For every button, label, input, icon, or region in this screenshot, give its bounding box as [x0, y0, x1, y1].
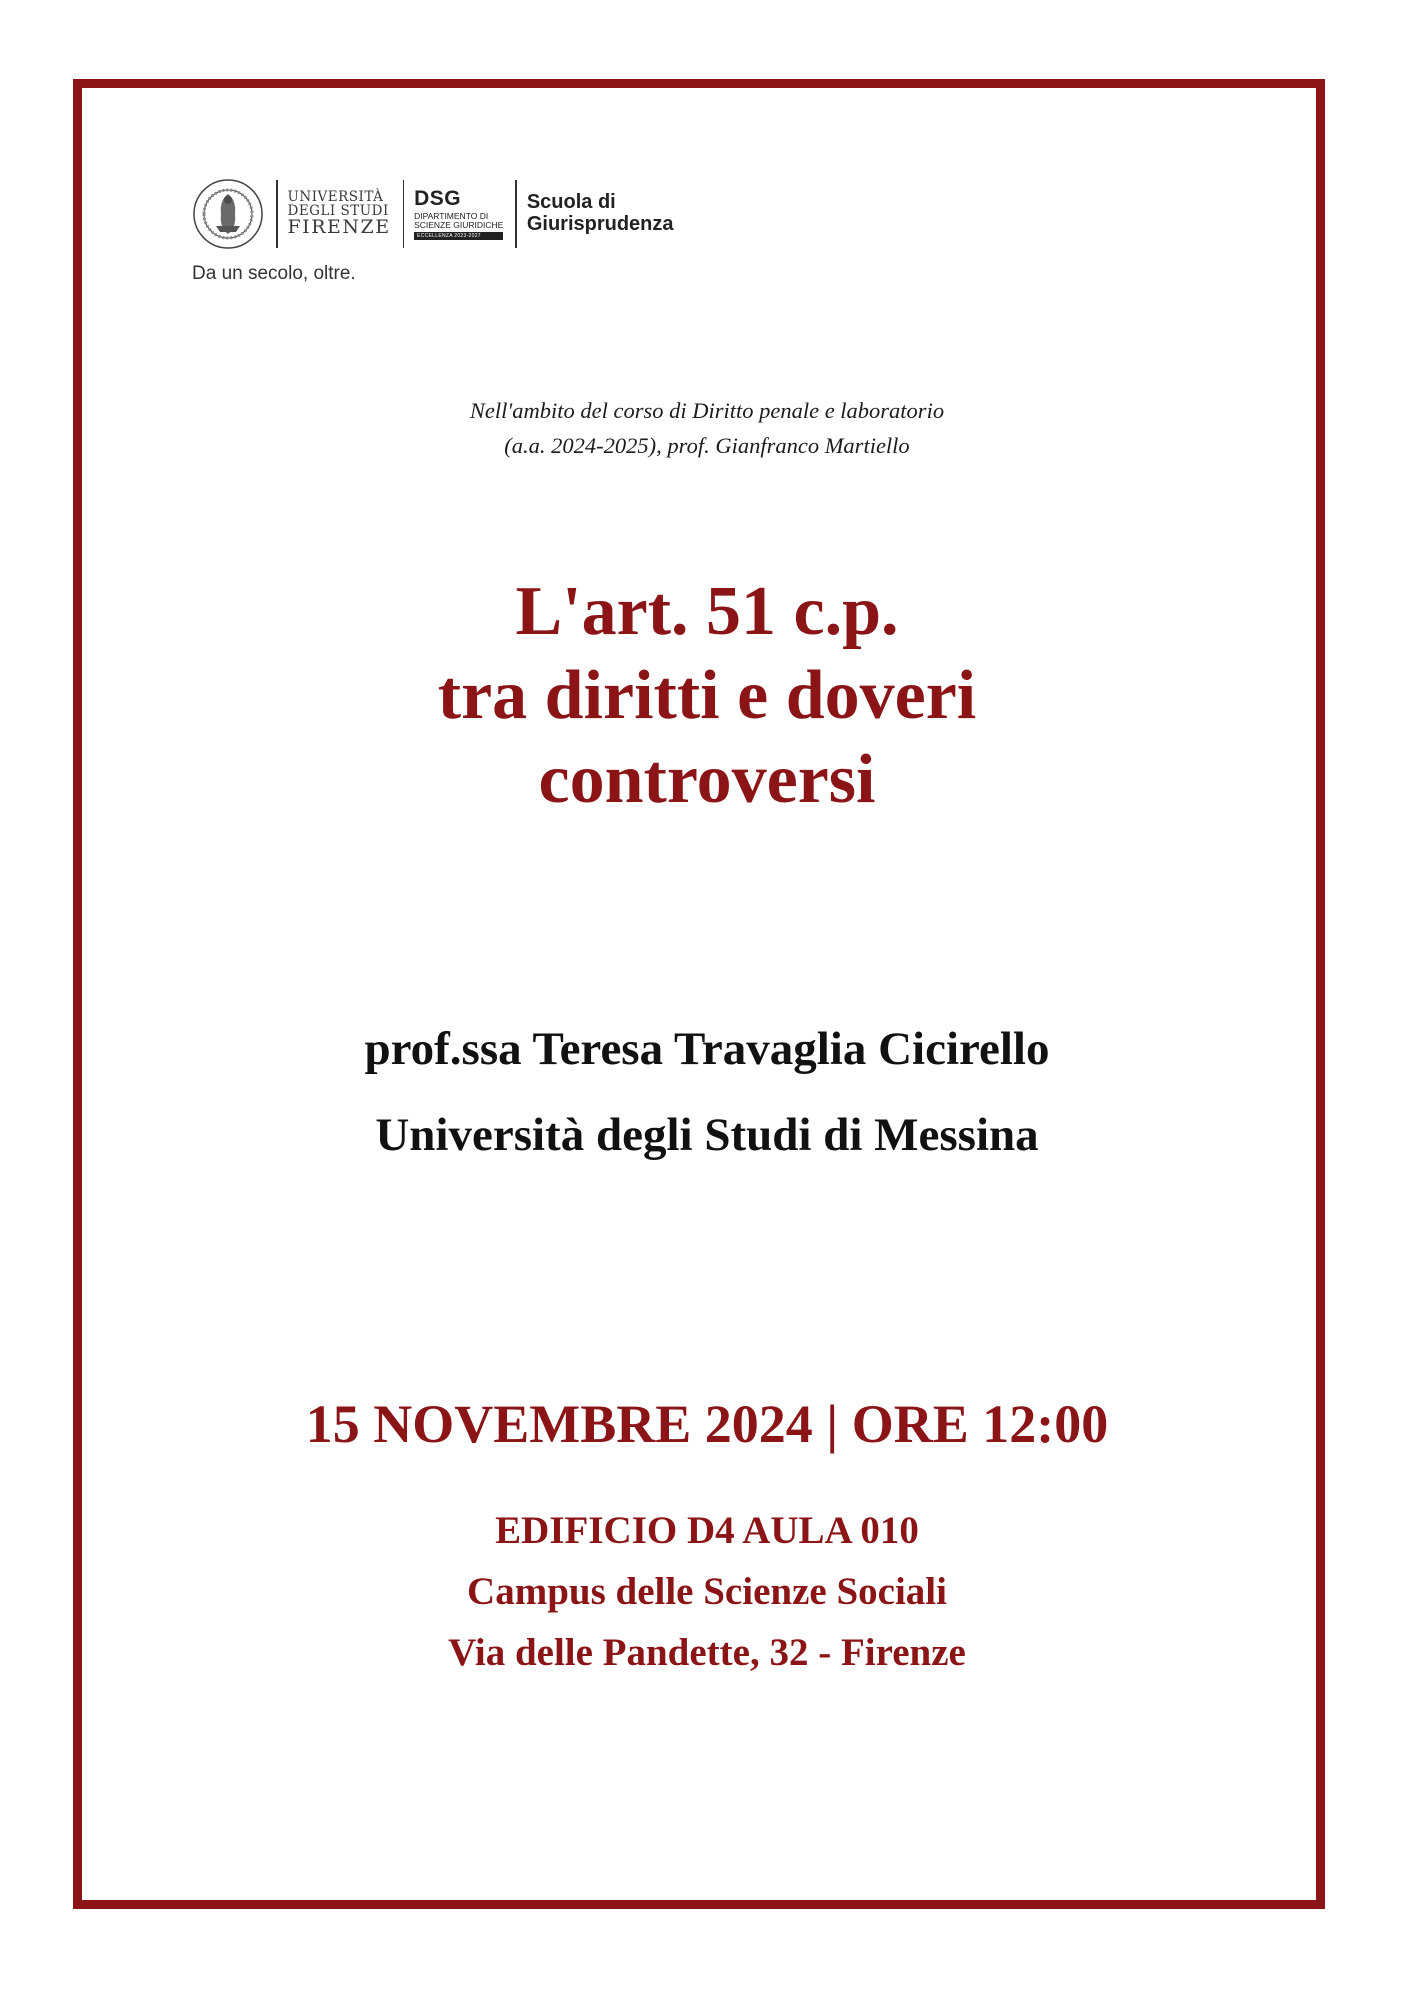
unifi-line-2: DEGLI STUDI — [287, 203, 389, 220]
title-line-3: controversi — [538, 741, 876, 818]
scuola-line-1: Scuola di — [526, 191, 616, 214]
unifi-line-1: UNIVERSITÀ — [287, 188, 384, 205]
scuola-line-2: Giurisprudenza — [526, 213, 674, 235]
course-line-2: (a.a. 2024-2025), prof. Gianfranco Martiello — [504, 433, 910, 458]
title-line-1: L'art. 51 c.p. — [515, 573, 899, 650]
event-venue — [0, 1500, 1414, 1683]
logo-divider — [276, 180, 278, 248]
course-line-1: Nell'ambito del corso di Diritto penale e laboratorio — [469, 398, 945, 423]
logo-bar — [192, 178, 674, 250]
scuola-logo — [527, 192, 674, 235]
speaker-block — [0, 1006, 1414, 1178]
venue-campus: Campus delle Scienze Sociali — [467, 1570, 947, 1613]
logo-divider — [403, 180, 405, 248]
speaker-affiliation: Università degli Studi di Messina — [375, 1109, 1039, 1161]
university-tagline: Da un secolo, oltre. — [192, 263, 356, 284]
event-title — [0, 570, 1414, 822]
unifi-line-3: FIRENZE — [287, 216, 391, 239]
course-info — [0, 393, 1414, 463]
dsg-subtitle — [414, 212, 503, 230]
dsg-title: DSG — [414, 186, 462, 210]
venue-address: Via delle Pandette, 32 - Firenze — [448, 1631, 966, 1674]
unifi-wordmark — [288, 190, 391, 238]
dsg-subtitle-line-1: DIPARTIMENTO DI — [414, 210, 489, 221]
university-seal-icon — [192, 178, 264, 250]
title-line-2: tra diritti e doveri — [437, 657, 977, 734]
event-date-time: 15 NOVEMBRE 2024 | ORE 12:00 — [305, 1394, 1109, 1454]
dsg-logo — [414, 188, 503, 241]
logo-divider — [515, 180, 517, 248]
venue-room: EDIFICIO D4 AULA 010 — [495, 1509, 919, 1552]
dsg-subtitle-line-2: SCIENZE GIURIDICHE — [414, 219, 504, 230]
speaker-name: prof.ssa Teresa Travaglia Cicirello — [364, 1023, 1050, 1075]
dsg-excellence-strip: ECCELLENZA 2023-2027 — [414, 232, 503, 240]
